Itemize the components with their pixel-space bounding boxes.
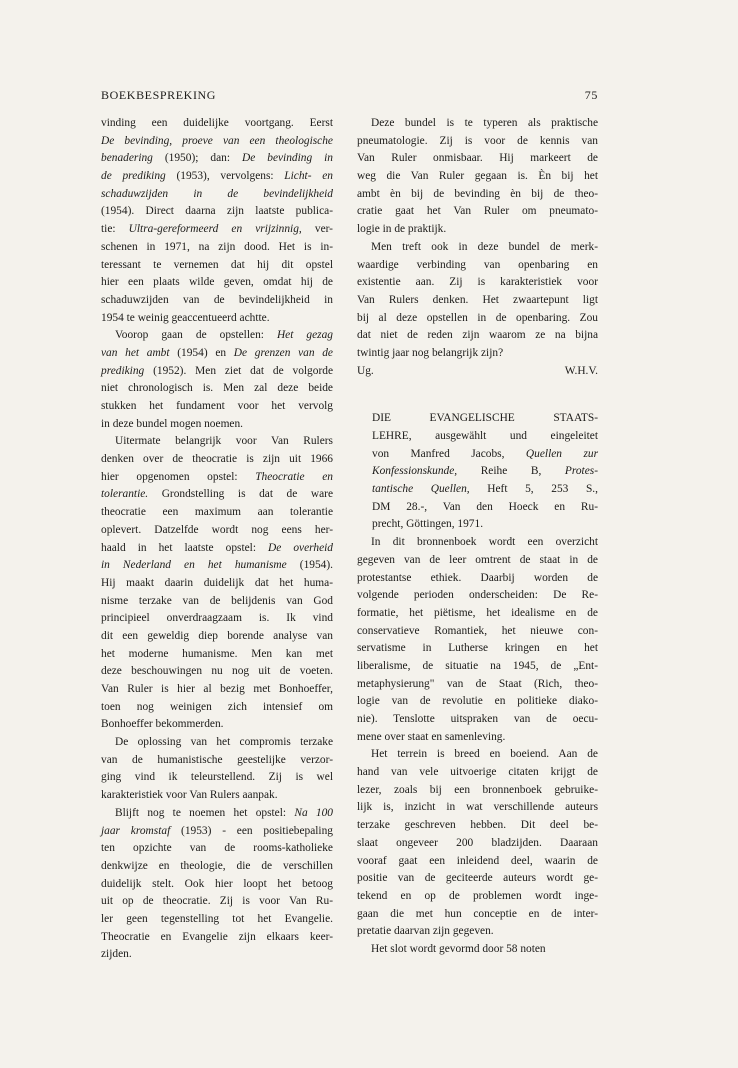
text-line: [101, 858, 333, 876]
text-line: [101, 575, 333, 593]
text-line: [357, 941, 598, 959]
italic-title-fragment: van het ambt: [101, 346, 170, 359]
text-line: [357, 764, 598, 782]
text-line: [101, 469, 333, 487]
text-line: [101, 486, 333, 504]
text-line: [101, 840, 333, 858]
text-line: [357, 552, 598, 570]
text-fragment: Het terrein is breed en boeiend. Aan de: [371, 748, 598, 761]
italic-title-fragment: Quellen zur: [525, 447, 599, 460]
text-fragment: DM 28.-, Van den Hoeck en Ru-: [372, 500, 598, 513]
text-fragment: vinding een duidelijke voortgang. Eerst: [101, 117, 333, 129]
text-line: [101, 929, 333, 947]
text-fragment: schaduwzijden van de bevindelijkheid in: [101, 293, 333, 306]
text-fragment: ler geen tegenstelling tot het Evangelie.: [101, 912, 333, 925]
italic-title-fragment: Na 100: [294, 806, 333, 819]
text-fragment: van de humanistische geestelijke verzor-: [101, 753, 333, 766]
text-line: [357, 292, 598, 310]
text-fragment: Het slot wordt gevormd door 58 noten: [371, 942, 546, 955]
italic-title-fragment: tolerantie.: [101, 488, 149, 501]
text-line: [372, 463, 598, 481]
italic-title-fragment: Protes-: [564, 465, 598, 478]
text-line: [357, 853, 598, 871]
text-fragment: dat niet de reden zijn waarom ze na bijna: [357, 329, 598, 342]
italic-title-fragment: de prediking: [101, 170, 166, 183]
text-fragment: pretatie daarvan zijn gegeven.: [357, 925, 494, 938]
text-line: [357, 327, 598, 345]
text-fragment: pneumatologie. Zij is voor de kennis van: [357, 134, 598, 147]
text-fragment: stukken het fundament voor het vervolg: [101, 400, 333, 412]
book-entry-heading: [357, 410, 598, 534]
text-fragment: (1953) - een positiebepaling: [170, 824, 333, 837]
text-line: [372, 481, 598, 499]
text-fragment: mene over staat en samenleving.: [357, 730, 506, 743]
text-fragment: karakteristiek voor Van Rulers aanpak.: [101, 789, 278, 802]
text-fragment: ging vind ik teleurstellend. Zij is wel: [101, 771, 333, 784]
text-line: [101, 911, 333, 929]
italic-title-fragment: De overheid: [268, 541, 333, 554]
italic-title-fragment: De grenzen van de: [233, 346, 333, 359]
text-line: [101, 433, 333, 451]
text-fragment: formatie, het piëtisme, het idealisme en de: [357, 606, 598, 619]
text-line: [101, 203, 333, 221]
text-fragment: waardige verbinding van openbaring en: [357, 258, 598, 271]
text-line: [101, 398, 333, 416]
text-line: [357, 605, 598, 623]
text-line: [101, 274, 333, 292]
text-fragment: (1954). Direct daarna zijn laatste publica-: [101, 205, 333, 218]
text-line: [357, 923, 598, 941]
italic-title-fragment: jaar kromstaf: [101, 824, 171, 837]
running-head: [101, 88, 598, 106]
section-title: BOEKBESPREKING: [101, 88, 217, 102]
italic-title-fragment: tantische Quellen,: [372, 483, 470, 496]
italic-title-fragment: Het gezag: [276, 329, 333, 342]
text-line: [101, 734, 333, 752]
text-fragment: Grondstelling is dat de ware: [148, 488, 333, 501]
text-line: [101, 681, 333, 699]
italic-title-fragment: De bevinding, proeve van een theologische: [101, 134, 333, 147]
text-fragment: principieel onverdraagzaam is. Ik vind: [101, 612, 333, 625]
text-fragment: Heft 5, 253 S.,: [469, 483, 598, 496]
text-fragment: bij al deze opstellen in de openbaring. Zou: [357, 311, 598, 324]
text-line: [101, 522, 333, 540]
text-fragment: LEHRE, ausgewählt und eingeleitet: [372, 430, 598, 442]
text-fragment: conservatieve Romantiek, het nieuwe con-: [357, 624, 598, 637]
text-fragment: ver-: [301, 223, 333, 236]
text-line: [101, 946, 333, 964]
text-fragment: lijk is, inzicht in wat verschillende auteurs: [357, 801, 598, 814]
text-line: [357, 676, 598, 694]
text-line: [101, 115, 333, 133]
text-fragment: ambt èn bij de bevinding èn bij de theo-: [357, 187, 598, 200]
text-line: [101, 610, 333, 628]
text-fragment: schenen in 1971, na zijn dood. Het is in-: [101, 240, 333, 253]
text-line: [357, 133, 598, 151]
text-line: [357, 587, 598, 605]
signature-row: [357, 363, 598, 381]
text-fragment: precht, Göttingen, 1971.: [372, 518, 484, 531]
review-body-paragraphs: [357, 534, 598, 959]
text-line: [357, 711, 598, 729]
signature-initials: W.H.V.: [564, 364, 598, 377]
text-line: [372, 428, 598, 446]
text-fragment: Deze bundel is te typeren als praktische: [371, 117, 598, 129]
text-fragment: Uitermate belangrijk voor Van Rulers: [115, 435, 333, 448]
text-fragment: ten opzichte van de rooms-katholieke: [101, 842, 333, 855]
text-line: [101, 133, 333, 151]
text-fragment: slaat ongeveer 200 bladzijden. Daaraan: [357, 836, 598, 849]
text-line: [372, 499, 598, 517]
text-line: [101, 823, 333, 841]
text-fragment: deze beschouwingen nu nog uit de voeten.: [101, 665, 333, 678]
text-line: [357, 799, 598, 817]
text-line: [101, 540, 333, 558]
text-line: [357, 658, 598, 676]
text-fragment: servatisme in Lutherse kringen en het: [357, 642, 598, 655]
text-line: [101, 787, 333, 805]
text-line: [101, 327, 333, 345]
italic-title-fragment: Konfessionskunde,: [372, 465, 458, 478]
text-line: [101, 893, 333, 911]
text-fragment: liberalisme, de situatie na 1945, de „Ent-: [357, 659, 598, 672]
text-line: [357, 906, 598, 924]
text-fragment: (1954) en: [169, 346, 234, 359]
text-fragment: Hij maakt daarin duidelijk dat het huma-: [101, 576, 333, 589]
review-closing-paragraphs: [357, 115, 598, 363]
text-line: [101, 257, 333, 275]
text-line: [101, 504, 333, 522]
text-line: [357, 345, 598, 363]
text-line: [101, 646, 333, 664]
text-fragment: theocratie een maximum aan tolerantie: [101, 506, 333, 519]
text-fragment: nisme terzake van de belijdenis van God: [101, 594, 333, 607]
text-line: [357, 729, 598, 747]
text-line: [357, 168, 598, 186]
text-line: [101, 593, 333, 611]
text-line: [357, 782, 598, 800]
text-fragment: dit een geweldig diep borende analyse van: [101, 629, 333, 642]
right-column: [357, 115, 598, 959]
text-line: [101, 310, 333, 328]
text-line: [101, 699, 333, 717]
text-line: [357, 746, 598, 764]
text-line: [357, 203, 598, 221]
text-line: [357, 534, 598, 552]
text-line: [101, 150, 333, 168]
text-line: [101, 557, 333, 575]
text-line: [101, 416, 333, 434]
text-fragment: Reihe B,: [457, 465, 565, 478]
text-fragment: Theocratie en Evangelie zijn elkaars keer-: [101, 930, 333, 943]
italic-title-fragment: schaduwzijden in de bevindelijkheid: [101, 187, 333, 200]
text-line: [101, 345, 333, 363]
text-fragment: vooraf gaat een inleidend deel, waarin de: [357, 854, 598, 867]
text-fragment: logie van de revolutie en politieke diako-: [357, 695, 598, 708]
text-line: [357, 257, 598, 275]
text-fragment: De oplossing van het compromis terzake: [115, 736, 333, 749]
text-fragment: teressant te vernemen dat hij dit opstel: [101, 258, 333, 271]
text-line: [101, 805, 333, 823]
text-fragment: terzake geschreven hebben. Dit deel be-: [357, 819, 598, 832]
text-fragment: Bonhoeffer bekommerden.: [101, 718, 224, 731]
text-line: [357, 693, 598, 711]
text-fragment: existentie aan. Zij is karakteristiek voor: [357, 276, 598, 289]
text-line: [101, 380, 333, 398]
text-fragment: metaphysierung" van de Staat (Rich, theo-: [357, 677, 598, 690]
signature-place: Ug.: [357, 364, 374, 377]
text-fragment: (1950); dan:: [152, 152, 242, 165]
text-fragment: lezer, zoals bij een bronnenboek gebruike-: [357, 783, 598, 796]
text-fragment: (1952). Men ziet dat de volgorde: [144, 364, 333, 377]
text-line: [101, 451, 333, 469]
text-fragment: hier een plaats wilde geven, omdat hij de: [101, 276, 333, 289]
text-fragment: niet chronologisch is. Men zal deze beide: [101, 382, 333, 395]
text-line: [357, 623, 598, 641]
text-fragment: Blijft nog te noemen het opstel:: [115, 806, 295, 819]
text-fragment: gaan die met hun conceptie en de inter-: [357, 907, 598, 920]
text-line: [357, 640, 598, 658]
text-line: [101, 752, 333, 770]
text-line: [101, 628, 333, 646]
text-fragment: gegeven van de leer omtrent de staat in de: [357, 553, 598, 566]
text-fragment: volgende perioden onderscheiden: De Re-: [357, 589, 598, 602]
text-line: [101, 663, 333, 681]
text-fragment: Van Ruler onmisbaar. Hij markeert de: [357, 152, 598, 165]
text-fragment: het moderne humanisme. Men kan met: [101, 647, 333, 660]
text-fragment: von Manfred Jacobs,: [372, 447, 526, 460]
text-line: [357, 817, 598, 835]
italic-title-fragment: benadering: [101, 152, 153, 165]
text-fragment: In dit bronnenboek wordt een overzicht: [371, 536, 598, 549]
text-fragment: hier opgenomen opstel:: [101, 470, 256, 483]
text-fragment: twintig jaar nog belangrijk zijn?: [357, 346, 504, 359]
text-line: [101, 186, 333, 204]
text-fragment: zijden.: [101, 948, 132, 961]
text-fragment: nie). Tenslotte uitspraken van de oecu-: [357, 713, 598, 725]
text-line: [357, 870, 598, 888]
text-line: [372, 516, 598, 534]
text-fragment: 1954 te weinig geaccentueerd achtte.: [101, 311, 270, 324]
text-fragment: Van Rulers denken. Het zwaartepunt ligt: [357, 293, 598, 306]
text-line: [372, 446, 598, 464]
text-fragment: haald in het laatste opstel:: [101, 541, 269, 554]
text-fragment: DIE EVANGELISCHE STAATS-: [372, 412, 598, 425]
text-fragment: denkwijze en theologie, die de verschillen: [101, 859, 333, 872]
text-fragment: tekend en op de problemen wordt inge-: [357, 889, 598, 902]
text-line: [101, 876, 333, 894]
text-line: [357, 274, 598, 292]
text-fragment: uit op de theocratie. Zij is voor Van Ru-: [101, 895, 333, 908]
italic-title-fragment: in Nederland en het humanisme: [101, 559, 287, 572]
text-line: [101, 769, 333, 787]
italic-title-fragment: prediking: [101, 364, 145, 377]
text-fragment: cratie gaat het Van Ruler om pneumato-: [357, 205, 598, 218]
text-line: [101, 168, 333, 186]
text-line: [357, 310, 598, 328]
text-fragment: Voorop gaan de opstellen:: [115, 329, 277, 342]
italic-title-fragment: Theocratie en: [255, 470, 333, 483]
text-fragment: weg die Van Ruler gegaan is. Èn bij het: [357, 170, 598, 183]
text-line: [101, 292, 333, 310]
italic-title-fragment: De bevinding in: [241, 152, 334, 165]
text-line: [101, 221, 333, 239]
text-fragment: toen nog weinigen zich intensief om: [101, 700, 333, 713]
text-fragment: positie van de geciteerde auteurs wordt ge-: [357, 872, 598, 885]
text-line: [357, 186, 598, 204]
text-fragment: (1954).: [286, 559, 333, 572]
page-number: 75: [584, 88, 598, 102]
text-line: [357, 570, 598, 588]
text-fragment: oplevert. Datzelfde wordt nog eens her-: [101, 523, 333, 536]
text-fragment: logie in de praktijk.: [357, 223, 447, 236]
left-column: [101, 115, 333, 964]
text-line: [372, 410, 598, 428]
text-line: [357, 150, 598, 168]
italic-title-fragment: Ultra-gereformeerd en vrijzinnig,: [128, 223, 302, 236]
text-fragment: Van Ruler is hier al bezig met Bonhoeffer,: [101, 683, 333, 695]
text-line: [101, 716, 333, 734]
text-line: [357, 239, 598, 257]
text-fragment: denken over de theocratie is zijn uit 1966: [101, 453, 333, 466]
text-line: [357, 835, 598, 853]
text-line: [357, 221, 598, 239]
italic-title-fragment: Licht- en: [284, 170, 333, 183]
text-fragment: tie:: [101, 223, 129, 236]
text-fragment: Men treft ook in deze bundel de merk-: [371, 240, 598, 253]
text-fragment: protestantse ethiek. Daarbij worden de: [357, 571, 598, 584]
text-line: [101, 239, 333, 257]
text-fragment: hand van vele uitvoerige citaten krijgt de: [357, 766, 598, 779]
text-fragment: in deze bundel mogen noemen.: [101, 417, 244, 430]
text-line: [357, 115, 598, 133]
text-line: [101, 363, 333, 381]
text-fragment: (1953), vervolgens:: [165, 170, 285, 183]
text-fragment: duidelijk stelt. Ook hier loopt het betoog: [101, 877, 333, 890]
text-line: [357, 888, 598, 906]
